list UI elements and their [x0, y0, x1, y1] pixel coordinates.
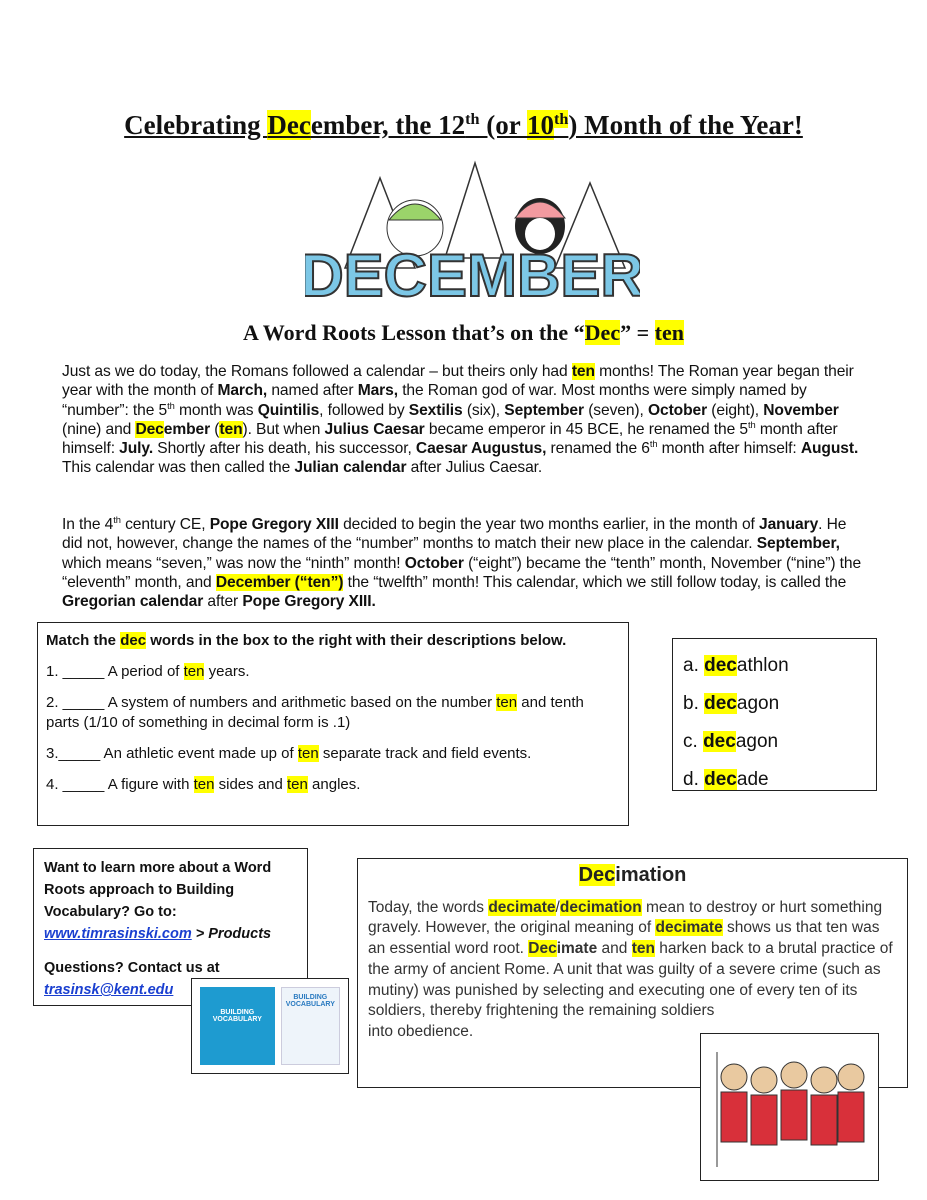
text-run: imate	[556, 940, 598, 958]
text-run: ). But when	[242, 420, 325, 438]
highlighted-text: ten	[631, 940, 655, 958]
highlighted-text: th	[553, 110, 569, 128]
highlighted-text: ten	[496, 694, 518, 711]
highlighted-text: Dec	[135, 420, 164, 438]
text-run: ember, the 12	[310, 110, 466, 140]
text-run: the Roman god of war. Most months were simply named by “number”: the 5	[62, 382, 807, 419]
highlighted-text: Dec	[584, 320, 621, 345]
text-run: named after	[267, 382, 358, 400]
book-cover-2: BUILDING VOCABULARY	[281, 987, 340, 1065]
decimation-title	[368, 865, 897, 886]
highlighted-text: December (“ten”)	[215, 573, 344, 591]
matching-item	[46, 775, 620, 795]
text-run: century CE,	[120, 516, 210, 533]
text-run: 1. _____ A period of	[46, 663, 184, 680]
text-run: Today, the words	[368, 898, 489, 916]
text-run: Quintilis	[257, 401, 320, 419]
highlighted-text: 10	[526, 110, 554, 140]
roman-soldiers-image	[700, 1033, 879, 1181]
text-run: became emperor in 45 BCE, he renamed the 5	[424, 420, 748, 438]
text-run: Sextilis	[408, 401, 463, 419]
text-run: a.	[683, 655, 705, 676]
text-run: imation	[615, 864, 687, 886]
text-run: ade	[736, 769, 769, 790]
text-run: mean to destroy or hurt something gravely. However, the original meaning of	[368, 898, 883, 937]
text-run: after Julius Caesar.	[406, 459, 543, 477]
decimation-text	[368, 898, 897, 1043]
text-run: /	[555, 898, 560, 916]
matching-item	[46, 744, 620, 764]
text-run: Celebrating	[124, 110, 268, 140]
clipart-lettering: DECEMBER	[305, 242, 640, 306]
text-run: (eight),	[707, 401, 764, 419]
text-run: . He did not, however, change the names of the “number” months to match their new place in the calendar.	[62, 516, 847, 553]
text-run: athlon	[736, 655, 789, 676]
text-run: ember	[163, 420, 211, 438]
text-run: into obedience.	[368, 1022, 474, 1040]
highlighted-text: ten	[297, 745, 319, 762]
matching-item	[46, 662, 620, 682]
questions-label: Questions? Contact us at	[44, 960, 220, 976]
text-run: Pope Gregory XIII.	[242, 593, 376, 611]
text-run: July.	[119, 440, 154, 458]
text-run: (seven),	[583, 401, 648, 419]
text-run: sides and	[214, 776, 288, 793]
text-run: th	[465, 110, 480, 128]
text-run: Julian calendar	[294, 459, 407, 477]
text-run: month after himself:	[657, 440, 801, 458]
text-run: March,	[217, 382, 268, 400]
text-run: Just as we do today, the Romans followed a calendar – but theirs only had	[62, 363, 572, 380]
text-run: 4. _____ A figure with	[46, 776, 194, 793]
text-run: b.	[683, 693, 705, 714]
book-cover-1: BUILDING VOCABULARY	[200, 987, 275, 1065]
highlighted-text: dec	[703, 731, 736, 752]
website-link[interactable]: www.timrasinski.com	[44, 926, 192, 942]
text-run: Match the	[46, 632, 121, 649]
text-run: September	[504, 401, 584, 419]
roman-calendar-paragraph	[62, 362, 862, 478]
highlighted-text: decimate	[488, 898, 556, 916]
page-title	[0, 110, 927, 141]
text-run: Gregorian calendar	[62, 593, 204, 611]
text-run: ) Month of the Year!	[568, 110, 803, 140]
lesson-subtitle	[0, 320, 927, 346]
matching-instructions	[46, 631, 620, 651]
highlighted-text: ten	[183, 663, 205, 680]
highlighted-text: ten	[654, 320, 684, 345]
text-run: , followed by	[319, 401, 409, 419]
text-run: shows us that ten was an essential word root.	[368, 919, 880, 958]
word-bank-item	[683, 723, 866, 761]
info-text: Want to learn more about a Word Roots approach to Building Vocabulary? Go to:	[44, 860, 272, 920]
text-run: This calendar was then called the	[62, 459, 295, 477]
highlighted-text: dec	[704, 655, 737, 676]
text-run: November	[763, 401, 839, 419]
highlighted-text: decimate	[655, 919, 723, 937]
text-run: and	[597, 940, 632, 958]
highlighted-text: decimation	[559, 898, 642, 916]
text-run: months! The Roman year began their year with the month of	[62, 363, 854, 400]
text-run: (or	[479, 110, 527, 140]
gregorian-calendar-paragraph	[62, 515, 862, 611]
word-bank-item	[683, 647, 866, 685]
text-run: Mars,	[357, 382, 398, 400]
text-run: 2. _____ A system of numbers and arithmetic based on the number	[46, 694, 497, 711]
text-run: th	[649, 439, 658, 449]
word-bank-box	[672, 638, 877, 791]
text-run: th	[167, 400, 175, 411]
products-label: > Products	[191, 926, 272, 942]
text-run: separate track and field events.	[318, 745, 532, 762]
text-run: the “twelfth” month! This calendar, which we still follow today, is called the	[343, 573, 847, 591]
text-run: agon	[735, 731, 779, 752]
text-run: In the 4	[62, 516, 114, 533]
text-run: words in the box to the right with their descriptions below.	[146, 632, 567, 649]
text-run: c.	[683, 731, 704, 752]
text-run: (nine) and	[62, 420, 136, 438]
text-run: A Word Roots Lesson that’s on the “	[243, 320, 585, 345]
text-run: th	[748, 419, 756, 430]
text-run: after	[203, 593, 243, 611]
text-run: October	[647, 401, 708, 419]
text-run: harken back to a brutal practice of the army of ancient Rome. A unit that was guilty of a severe crime (such as mutiny) was punished by selecting and executing one of every ten of its soldiers, thereby frightening the remaining soldiers	[368, 940, 893, 1020]
email-link[interactable]: trasinsk@kent.edu	[44, 982, 174, 998]
highlighted-text: Dec	[578, 864, 616, 886]
text-run: agon	[736, 693, 780, 714]
text-run: (six),	[462, 401, 505, 419]
text-run: Caesar Augustus,	[415, 440, 547, 458]
highlighted-text: ten	[287, 776, 308, 793]
matching-exercise-box	[37, 622, 629, 826]
text-run: th	[113, 514, 121, 525]
text-run: which means “seven,” was now the “ninth” month!	[62, 554, 405, 572]
text-run: years.	[204, 663, 250, 680]
highlighted-text: ten	[193, 776, 215, 793]
text-run: Shortly after his death, his successor,	[153, 440, 416, 458]
word-bank-item	[683, 685, 866, 723]
highlighted-text: Dec	[528, 940, 557, 958]
text-run: October	[404, 554, 464, 572]
text-run: 3._____ An athletic event made up of	[46, 745, 298, 762]
text-run: decided to begin the year two months earlier, in the month of	[338, 516, 760, 533]
text-run: ” =	[620, 320, 655, 345]
text-run: Pope Gregory XIII	[209, 516, 339, 533]
text-run: (	[210, 420, 220, 438]
text-run: (“eight”) became the “tenth” month, November (“nine”) the “eleventh” month, and	[62, 554, 862, 591]
book-covers-image	[191, 978, 349, 1074]
text-run: August.	[800, 440, 859, 458]
december-clipart	[305, 158, 640, 306]
highlighted-text: ten	[571, 363, 595, 380]
text-run: month after himself:	[62, 420, 838, 458]
highlighted-text: dec	[704, 769, 737, 790]
text-run: d.	[683, 769, 705, 790]
text-run: September,	[756, 535, 840, 553]
highlighted-text: Dec	[267, 110, 311, 140]
matching-item	[46, 693, 620, 733]
highlighted-text: ten	[219, 420, 243, 438]
highlighted-text: dec	[704, 693, 737, 714]
text-run: angles.	[307, 776, 361, 793]
word-bank-item	[683, 761, 866, 799]
text-run: and tenth parts (1/10 of something in decimal form is .1)	[46, 694, 584, 731]
text-run: month was	[174, 401, 258, 419]
text-run: Julius Caesar	[324, 420, 425, 438]
text-run: renamed the 6	[546, 440, 650, 458]
highlighted-text: dec	[120, 632, 147, 649]
text-run: January	[759, 516, 819, 533]
